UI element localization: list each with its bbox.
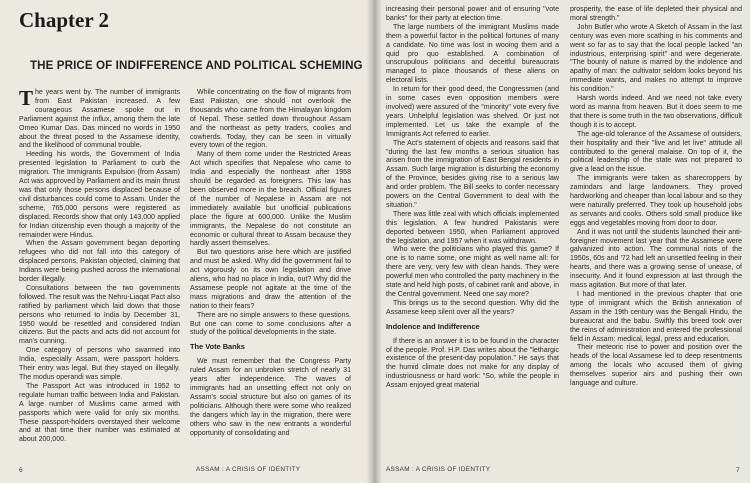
paragraph: I had mentioned in the previous chapter that one type of immigrant which the British annexation of Assam in the 19th century was the Bengali Hindu, the bureaucrat and the babu. Swiftly this breed took over the reins of administration and entered the professional field in Assam: medical, legal, press and education. [570,291,742,343]
text-column-1 [19,86,180,445]
section-subheading: Indolence and Indifference [386,321,480,331]
paragraph: While concentrating on the flow of migrants from East Pakistan, one should not overlook the thousands who came from the Himalayan kingdom of Nepal. These settled down throughout Assam and the northeast as petty traders, coolies and cowherds. Today, they can be seen in virtually every town of the region. [190,89,351,150]
paragraph: The immigrants were taken as sharecroppers by zamindars and large landowners. They proved hardworking and cheaper than local labour and so they were naturally preferred. They took up household jobs as servants and cooks. Others sold small produce like eggs and vegetables moving from door to door. [570,175,742,227]
text-column-4 [570,6,742,389]
chapter-title: Chapter 2 [19,8,110,32]
chapter-heading: THE PRICE OF INDIFFERENCE AND POLITICAL SCHEMING [30,59,363,72]
left-page [0,0,372,483]
paragraph: One category of persons who swarmed into India, especially Assam, were passport holders. Their entry was legal. But they stayed on illegally. The modus operandi was simple. [19,347,180,381]
section-subheading: The Vote Banks [190,342,245,352]
paragraph: In return for their good deed, the Congressmen (and in some cases even opposition members were involved) were assured of the "minority" vote every five years. Unhelpful legislation was shelved. Or just not implemented. Let us take the example of the Immigrants Act referred to earlier. [386,86,559,138]
paragraph: When the Assam government began deporting refugees who did not fall into this category of displaced persons, Pakistan objected, claiming that Indians were being pushed across the international border illegally. [19,240,180,284]
text-column-2 [190,89,351,438]
book-gutter [366,0,382,483]
page-number: 6 [19,467,23,474]
running-title: ASSAM : A CRISIS OF IDENTITY [196,466,301,473]
paragraph: And it was not until the students launched their anti-foreigner movement last year that the Assamese were galvanized into action. The communal riots of the 1950s, 60s and '72 had left an unsettled feeling in their hearts, and there was a growing sense of unease, of insecurity. And it found expression at last through the mass agitation. But more of that later. [570,228,742,290]
paragraph: The Passport Act was introduced in 1952 to regulate human traffic between India and Pakistan. A large number of Muslims came armed with passports which were valid for only six months. These passport-holders overstayed their welcome and at that time their number was estimated at about 200,000. [19,382,180,444]
paragraph: Many of them come under the Restricted Areas Act which specifies that Nepalese who came to India and especially the northeast after 1958 should be regarded as foreigners. This law has been observed more in the breach. Official figures of the number of Nepalese in Assam are not immediately available but unofficial publications place the figure at 600,000. Unlike the Muslim immigrants, the Nepalese do not constitute an economic or cultural threat to Assam because they hardly assert themselves. [190,151,351,248]
paragraph: But two questions arise here which are justified and must be asked. Why did the government fail to act vigorously on its own legislation and drive aliens, who had no place in India, out? Why did the Assamese people not agitate at the time of the mass migrations and draw the attention of the nation to their fears? [190,249,351,310]
paragraph: increasing their personal power and of ensuring "vote banks" for their party at election time. [386,6,559,22]
paragraph: The years went by. The number of immigrants from East Pakistan increased. A few courageous Assamese spoke out in Parliament against the influx, among them the late Omeo Kumar Das. Das minced no words in 1950 about the threat posed to the Assamese identity, and the likelihood of communal trouble. [19,86,180,150]
paragraph: We must remember that the Congress Party ruled Assam for an unbroken stretch of nearly 31 years after independence. The waves of immigrants had an unsettling effect not only on Assam's social structure but also on games of its politicians. Although there were some who realized the dangers which lay in the migration, there were others who saw in the new entrants a wonderful opportunity of consolidating and [190,358,351,437]
paragraph: John Butler who wrote A Sketch of Assam in the last century was even more scathing in his comments and went so far as to say that the local people lacked "an industrious, enterprising spirit" and were degenerate. "The bounty of nature is marred by the indolence and apathy of man: the cultivator seldom looks beyond his immediate wants, and makes no attempt to improve his condition." [570,23,742,94]
right-page [376,0,750,483]
text-column-3 [386,6,559,391]
paragraph: Who were the politicians who played this game? If one is to name some, one might as well name all: for there are very, very few with clean hands. They were powerful men who controlled the party machinery in the state and held high posts, of cabinet rank and above, in the Central government. Need one say more? [386,246,559,298]
paragraph: Their meteoric rise to power and position over the heads of the local Assamese led to deep resentments among the locals who accused them of giving themselves superior airs and pushing their own language and culture. [570,344,742,388]
paragraph: The Act's statement of objects and reasons said that "during the last few months a serious situation has arisen from the immigration of East Bengal residents in Assam. Such large migration is disturbing the economy of the Province, besides giving rise to a serious law and order problem. The Bill seeks to confer necessary powers on the Central Government to deal with the situation." [386,139,559,209]
paragraph: This brings us to the second question. Why did the Assamese keep silent over all the years? [386,299,559,316]
paragraph: The large numbers of the immigrant Muslims made them a powerful factor in the political fortunes of many a candidate. No time was lost in wooing them and a quid pro quo established. A combination of unscrupulous politicians and deceitful bureaucrats managed to place thousands of these aliens on electoral lists. [386,23,559,85]
paragraph: There was little zeal with which officials implemented this legislation. A few hundred Pakistanis were deported between 1950, when Parliament approved the legislation, and 1957 when it was withdrawn. [386,210,559,245]
paragraph: Consultations between the two governments followed. The result was the Nehru-Liaqat Pact also ratified by parliament which laid down that those persons who returned to India by December 31, 1950 would be resettled and considered Indian citizens. But the pacts and acts did not account for man's cunning. [19,284,180,346]
paragraph: prosperity, the ease of life depleted their physical and moral strength." [570,6,742,22]
paragraph: Heeding his words, the Government of India presented legislation to Parliament to curb the migration. The Immigrants Expulsion (from Assam) Act was approved by Parliament and its main thrust was that only those persons displaced because of civil disturbances could come to Assam. Under the scheme, 765,000 persons were registered as displaced. Records show that only 143,000 applied for Indian citizenship even though a majority of the remainder were Hindus. [19,151,180,239]
drop-cap: T [19,86,34,110]
paragraph: If there is an answer it is to be found in the character of the people. Prof. H.P. Das writes about the "lethargic existence of the present-day population." He says that the humid climate does not make for any display of industriousness or hard work: "So, while the people in Assam enjoyed great material [386,337,559,390]
paragraph: Harsh words indeed. And we need not take every word as manna from heaven. But it does seem to me that there is some truth in the two observations, difficult though it is to accept. [570,95,742,129]
paragraph: There are no simple answers to these questions. But one can come to some conclusions after a study of the political developments in the state. [190,311,351,337]
paragraph: The age-old tolerance of the Assamese of outsiders, their hospitality and their "live and let live" attitude all contributed to the general malaise. On top of it, the political leadership of the state was not prepared to give a lead on the issue. [570,130,742,174]
running-title: ASSAM : A CRISIS OF IDENTITY [386,466,491,473]
page-number: 7 [736,467,740,474]
